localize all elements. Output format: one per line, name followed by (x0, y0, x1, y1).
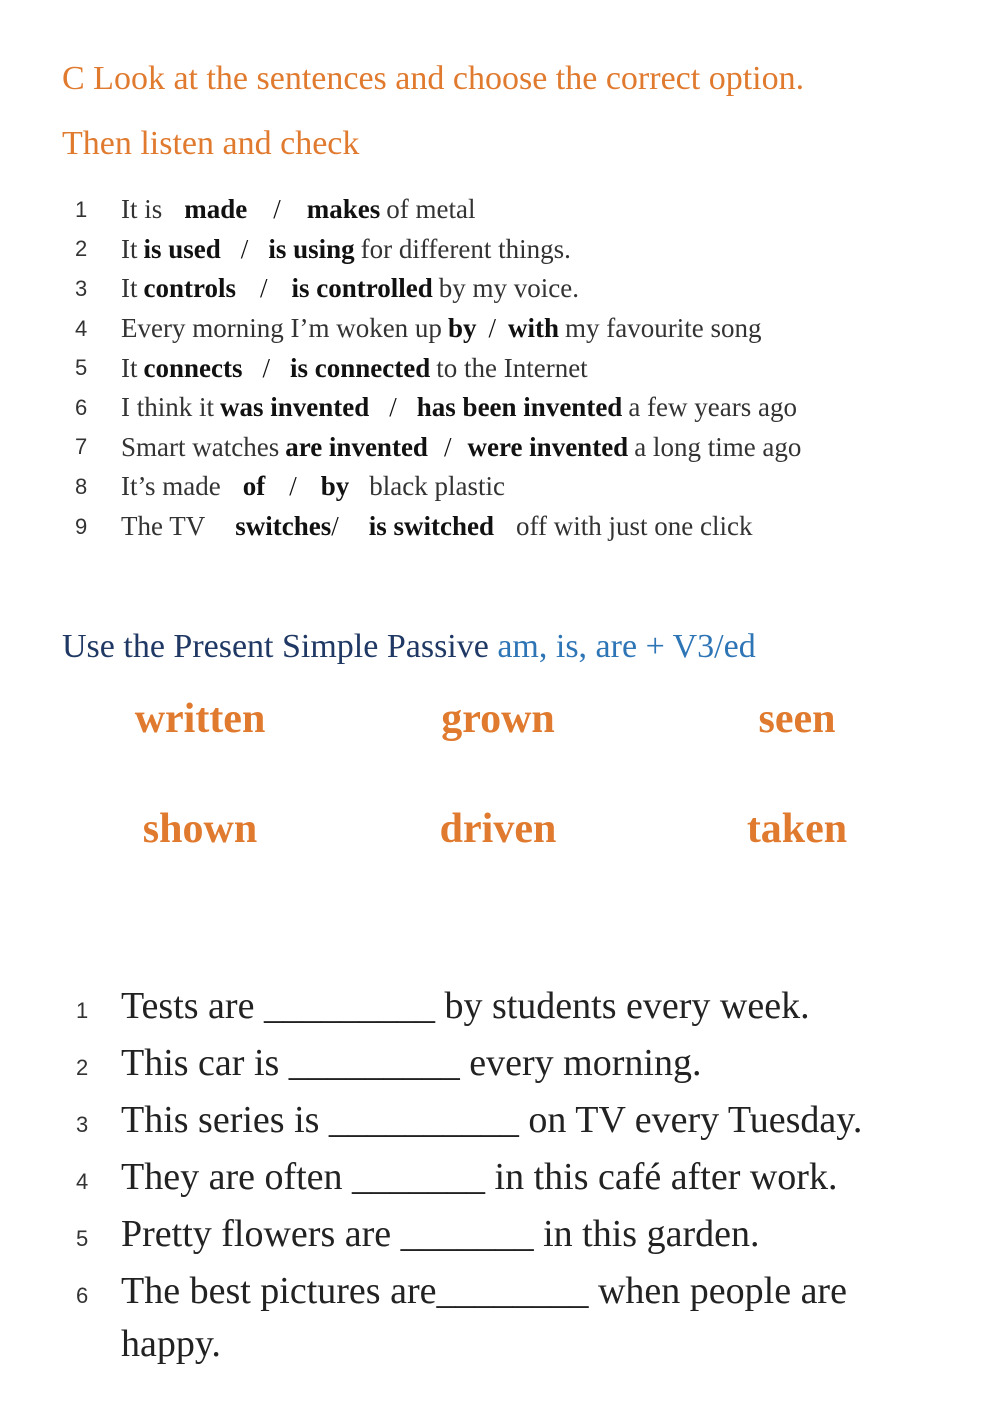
exercise-1-item (75, 388, 955, 428)
item-number: 2 (75, 236, 88, 262)
option-b[interactable]: were invented (467, 431, 629, 462)
item-number: 8 (75, 473, 88, 499)
option-b[interactable]: is controlled (291, 273, 433, 304)
item-number: 5 (76, 1226, 89, 1251)
sentence-end: to the Internet (436, 352, 588, 383)
option-separator: / (240, 233, 249, 264)
sentence-start: It (121, 273, 138, 304)
item-number: 1 (76, 998, 89, 1023)
sentence-end: of metal (386, 194, 476, 225)
gap-fill-sentence[interactable]: The best pictures are________ when people are happy. (121, 1270, 857, 1365)
option-b[interactable]: has been invented (416, 392, 623, 423)
section-2-title: Use the Present Simple Passive (62, 628, 489, 665)
option-b[interactable]: is connected (290, 352, 431, 383)
exercise-2-item (76, 1094, 956, 1151)
option-a[interactable]: was invented (220, 392, 370, 423)
word-bank-item[interactable]: seen (758, 696, 836, 742)
sentence-start: Smart watches (121, 431, 280, 462)
item-number: 6 (76, 1283, 89, 1308)
option-separator: / (331, 511, 339, 542)
option-a[interactable]: by (447, 313, 477, 344)
item-number: 3 (76, 1112, 89, 1137)
instruction-heading: C Look at the sentences and choose the correct option. (62, 60, 805, 97)
option-a[interactable]: controls (143, 273, 236, 304)
item-number: 2 (76, 1055, 89, 1080)
item-number: 5 (75, 355, 88, 381)
word-bank-item[interactable]: taken (746, 806, 848, 852)
option-separator: / (389, 392, 397, 423)
instruction-subheading: Then listen and check (62, 125, 360, 162)
exercise-1-item (75, 507, 955, 547)
exercise-1-item (75, 467, 955, 507)
option-a[interactable]: switches (235, 511, 332, 542)
sentence-end: a few years ago (628, 392, 797, 423)
option-separator: / (262, 352, 270, 383)
sentence-end: by my voice. (438, 273, 579, 304)
exercise-1-item (75, 309, 955, 349)
gap-fill-sentence[interactable]: Tests are _________ by students every week. (121, 985, 810, 1027)
option-separator: / (443, 431, 452, 462)
exercise-1-list (75, 190, 955, 546)
option-a[interactable]: are invented (285, 431, 428, 462)
gap-fill-sentence[interactable]: Pretty flowers are _______ in this garden. (121, 1213, 760, 1255)
exercise-2-item (76, 1151, 956, 1208)
option-separator: / (289, 471, 297, 502)
sentence-start: I think it (121, 392, 214, 423)
exercise-1-item (75, 269, 955, 309)
sentence-end: black plastic (369, 471, 505, 502)
option-separator: / (488, 313, 496, 344)
option-separator: / (260, 273, 268, 304)
item-number: 9 (75, 513, 88, 539)
option-a[interactable]: connects (143, 352, 243, 383)
item-number: 6 (75, 394, 88, 420)
sentence-end: a long time ago (634, 431, 802, 462)
exercise-1-item (75, 230, 955, 270)
word-bank-item[interactable]: shown (142, 806, 258, 852)
gap-fill-sentence[interactable]: This car is _________ every morning. (121, 1042, 702, 1084)
option-a[interactable]: is used (143, 233, 221, 264)
gap-fill-sentence[interactable]: They are often _______ in this café after work. (121, 1156, 838, 1198)
sentence-start: The TV (121, 511, 206, 542)
gap-fill-sentence[interactable]: This series is __________ on TV every Tuesday. (121, 1099, 863, 1141)
option-b[interactable]: is switched (368, 511, 495, 542)
exercise-1-item (75, 428, 955, 468)
sentence-end: for different things. (360, 233, 571, 264)
option-b[interactable]: with (507, 313, 559, 344)
option-a[interactable]: made (184, 194, 248, 225)
word-bank-item[interactable]: written (134, 696, 266, 742)
option-b[interactable]: by (320, 471, 350, 502)
exercise-2-item (76, 1265, 956, 1371)
word-bank-item[interactable]: grown (441, 696, 555, 742)
sentence-start: It (121, 233, 138, 264)
sentence-end: off with just one click (516, 511, 753, 542)
option-b[interactable]: is using (268, 233, 355, 264)
sentence-end: my favourite song (565, 313, 762, 344)
sentence-start: It is (121, 194, 163, 225)
option-separator: / (273, 194, 281, 225)
exercise-2-list (76, 980, 956, 1371)
word-bank-item[interactable]: driven (439, 806, 557, 852)
exercise-1-item (75, 348, 955, 388)
item-number: 3 (75, 275, 88, 301)
section-2-heading (62, 628, 756, 666)
sentence-start: It’s made (121, 471, 221, 502)
option-b[interactable]: makes (306, 194, 381, 225)
passive-formula: am, is, are + V3/ed (497, 628, 756, 665)
exercise-2-item (76, 1037, 956, 1094)
item-number: 1 (75, 196, 88, 222)
item-number: 4 (76, 1169, 89, 1194)
exercise-2-item (76, 1208, 956, 1265)
sentence-start: It (121, 352, 138, 383)
item-number: 7 (75, 434, 88, 460)
sentence-start: Every morning I’m woken up (121, 313, 442, 344)
exercise-2-item (76, 980, 956, 1037)
item-number: 4 (75, 315, 88, 341)
exercise-1-item (75, 190, 955, 230)
option-a[interactable]: of (242, 471, 266, 502)
